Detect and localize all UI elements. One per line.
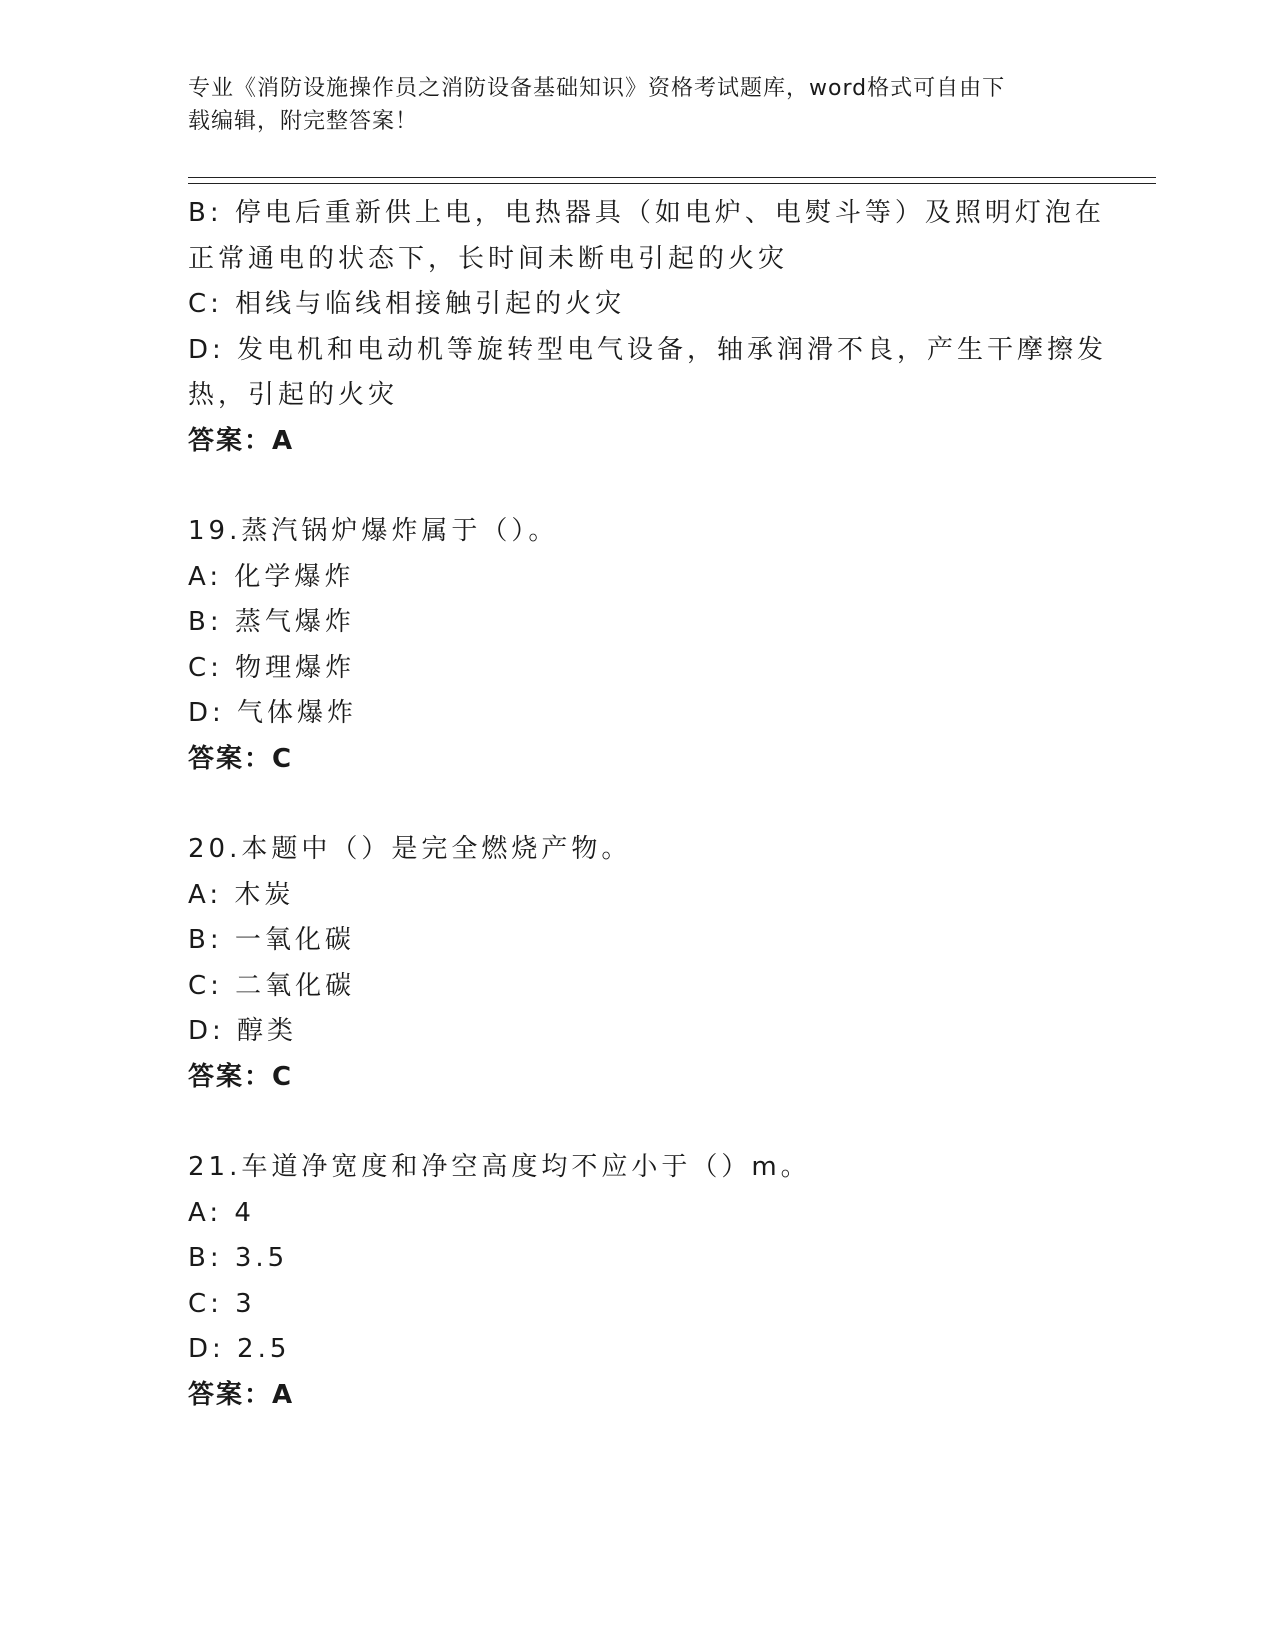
- answer-label: 答案：C: [188, 743, 294, 774]
- option-c: C: 相线与临线相接触引起的火灾: [188, 289, 626, 319]
- option-d-line-1: D: 发电机和电动机等旋转型电气设备，轴承润滑不良，产生干摩擦发: [188, 334, 1108, 365]
- option-d: D: 醇类: [188, 1016, 298, 1046]
- spacer: [188, 464, 1088, 509]
- header-divider-top: [188, 177, 1156, 178]
- option-c: C: 二氧化碳: [188, 970, 356, 1001]
- question-stem: 20.本题中（）是完全燃烧产物。: [188, 834, 632, 864]
- answer-label: 答案：A: [188, 425, 295, 456]
- answer-label: 答案：A: [188, 1379, 295, 1410]
- option-b: B: 一氧化碳: [188, 925, 355, 955]
- option-b-line-2: 正常通电的状态下，长时间未断电引起的火灾: [188, 243, 789, 274]
- option-b-line-1: B: 停电后重新供上电，电热器具（如电炉、电熨斗等）及照明灯泡在: [188, 198, 1105, 228]
- question-stem: 19.蒸汽锅炉爆炸属于（）。: [188, 516, 559, 546]
- header-line-1: 专业《消防设施操作员之消防设备基础知识》资格考试题库，word格式可自由下: [188, 76, 1006, 101]
- option-c: C: 3: [188, 1288, 256, 1319]
- question-block-20: [188, 827, 1088, 1100]
- option-a: A: 木炭: [188, 879, 295, 910]
- option-d-line-2: 热，引起的火灾: [188, 380, 399, 410]
- question-content: [188, 191, 1108, 1418]
- option-d: D: 气体爆炸: [188, 698, 358, 728]
- option-b: B: 3.5: [188, 1243, 289, 1273]
- previous-question-block: [188, 191, 1108, 464]
- question-block-19: [188, 509, 1088, 782]
- option-b: B: 蒸气爆炸: [188, 607, 355, 637]
- option-c: C: 物理爆炸: [188, 652, 356, 683]
- answer-label: 答案：C: [188, 1061, 294, 1092]
- header-line-2: 载编辑，附完整答案！: [188, 109, 419, 134]
- option-d: D: 2.5: [188, 1334, 291, 1364]
- question-block-21: [188, 1145, 1088, 1418]
- spacer: [188, 782, 1088, 827]
- option-a: A: 4: [188, 1197, 255, 1228]
- spacer: [188, 1100, 1088, 1145]
- option-a: A: 化学爆炸: [188, 561, 355, 592]
- header-divider-bottom: [188, 183, 1156, 184]
- question-stem: 21.车道净宽度和净空高度均不应小于（）m。: [188, 1152, 811, 1182]
- document-header: [188, 72, 1088, 138]
